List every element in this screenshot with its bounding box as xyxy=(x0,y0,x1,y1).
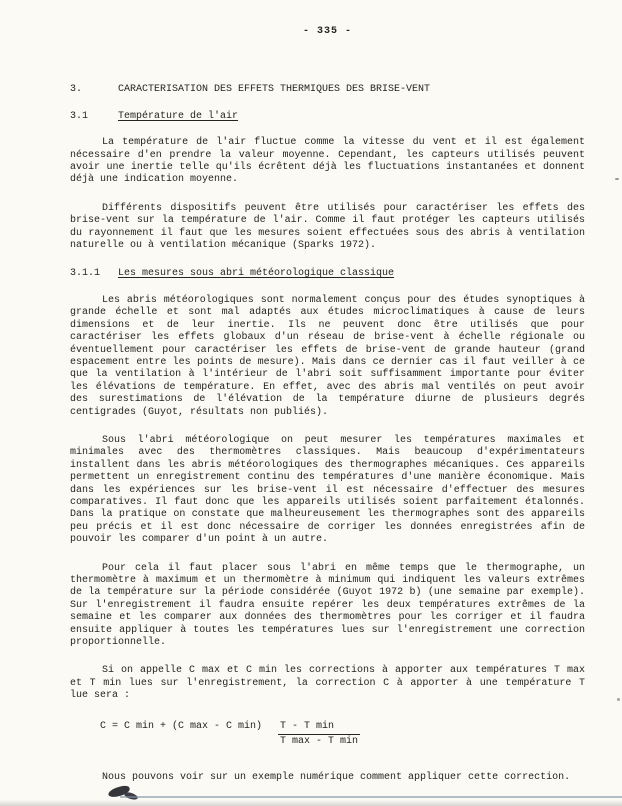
section-3-heading xyxy=(70,84,585,96)
paragraph-thermographes: Sous l'abri météorologique on peut mesurer les températures maximales et minimales avec des thermomètres classiques. Mais beaucoup d'expérimentateurs installent dans les abris météorologiques des thermographes mécaniques. Ces appareils permettent un enregistrement continu des températures d'une manière économique. Mais dans les expériences sur les brise-vent il est nécessaire d'effectuer des mesures comparatives. Il faut donc que les appareils utilisés soient parfaitement étalonnés. Dans la pratique on constate que malheureusement les thermographes sont des appareils peu précis et il est donc nécessaire de corriger les données enregistrées afin de pouvoir les comparer d'un point à un autre. xyxy=(70,434,585,546)
scan-line-artifact xyxy=(120,796,622,798)
scan-ink-mark xyxy=(123,791,138,801)
section-3-1-heading xyxy=(70,111,585,123)
paragraph-temperature-fluctuation: La température de l'air fluctue comme la vitesse du vent et il est également nécessaire d'en prendre la valeur moyenne. Cependant, les capteurs utilisés peuvent avoir une inertie telle qu'ils écrêtent déjà les fluctuations instantanées et donnent déjà une indication moyenne. xyxy=(70,137,585,186)
paragraph-abris-meteorologiques: Les abris météorologiques sont normalement conçus pour des études synoptiques à grande échelle et sont mal adaptés aux études microclimatiques à cause de leurs dimensions et de leur inertie. Ils ne peuvent donc être utilisés que pour caractériser les effets globaux d'un réseau de brise-vent à échelle régionale ou éventuellement pour caractériser les effets de brise-vent de grande hauteur (grand espacement entre les points de mesure). Mais dans ce dernier cas il faut veiller à ce que la ventilation à l'intérieur de l'abri soit suffisamment importante pour éviter les élévations de température. En effet, avec des abris mal ventilés on peut avoir des surestimations de l'élévation de la température diurne de plusieurs degrés centigrades (Guyot, résultats non publiés). xyxy=(70,294,585,418)
formula-left-hand-side: C = C min + (C max - C min) xyxy=(100,720,263,732)
section-3-1-title: Température de l'air xyxy=(118,110,239,122)
section-3-number: 3. xyxy=(70,84,83,96)
section-3-1-1-title: Les mesures sous abri météorologique classique xyxy=(118,268,395,280)
scan-bottom-shadow xyxy=(0,800,622,806)
scan-ink-mark xyxy=(107,784,131,798)
paragraph-thermometres-extremes: Pour cela il faut placer sous l'abri en même temps que le thermographe, un thermomètre à maximum et un thermomètre à minimum qui indiquent les valeurs extrêmes de la température sur la période considérée (Guyot 1972 b) (une semaine par exemple). Sur l'enregistrement il faudra ensuite repérer les deux températures extrêmes de la semaine et les comparer aux données des thermomètres pour les corriger et il faudra ensuite appliquer à toutes les températures lues sur l'enregistrement une correction proportionnelle. xyxy=(70,562,585,649)
paragraph-dispositifs: Différents dispositifs peuvent être utilisés pour caractériser les effets des brise-vent sur la température de l'air. Comme il faut protéger les capteurs utilisés du rayonnement il faut que les mesures soient effectuées sous des abris à ventilation naturelle ou à ventilation mécanique (Sparks 1972). xyxy=(70,202,585,252)
formula-correction xyxy=(100,721,585,749)
formula-numerator: T - T min xyxy=(278,721,360,735)
section-3-1-1-heading xyxy=(70,268,585,280)
section-3-title: CARACTERISATION DES EFFETS THERMIQUES DES BRISE-VENT xyxy=(118,84,431,96)
formula-denominator: T max - T min xyxy=(280,736,359,748)
paragraph-exemple-numerique: Nous pouvons voir sur un exemple numérique comment appliquer cette correction. xyxy=(102,772,571,784)
section-3-1-number: 3.1 xyxy=(70,110,89,122)
paragraph-corrections-intro: Si on appelle C max et C min les corrections à apporter aux températures T max et T min lues sur l'enregistrement, la correction C à apporter à une température T lue sera : xyxy=(70,665,585,702)
section-3-1-1-number: 3.1.1 xyxy=(70,268,101,280)
formula-fraction xyxy=(278,721,360,749)
page-number: - 335 - xyxy=(302,26,352,37)
